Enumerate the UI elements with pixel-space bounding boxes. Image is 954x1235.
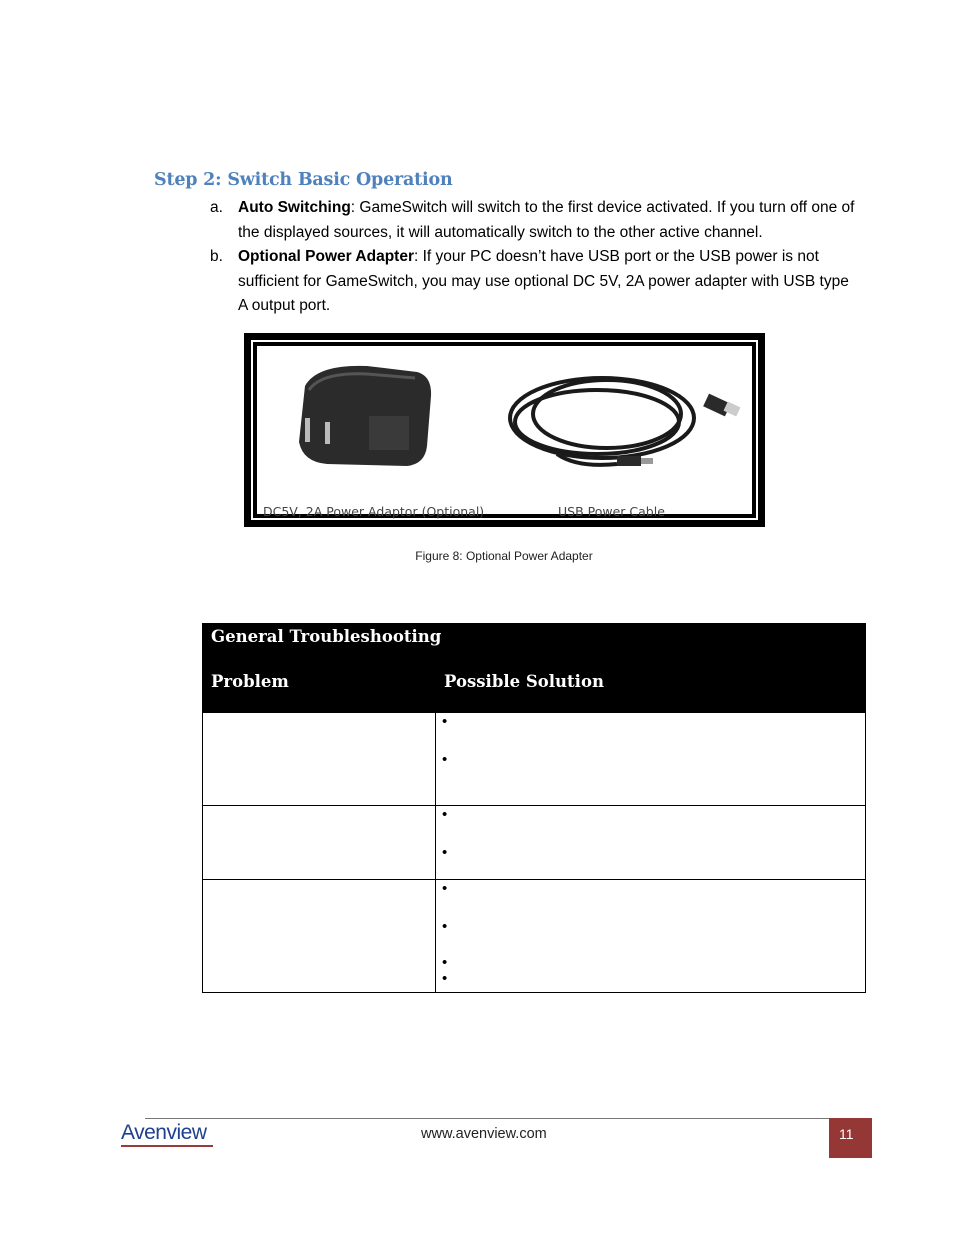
product-figure [244,333,765,527]
list-item [210,245,860,319]
figure-label-cable: USB Power Cable [558,504,665,519]
troubleshooting-table [202,623,866,993]
column-header-problem: Problem [211,672,289,691]
table-header [203,624,866,713]
power-adapter-image [299,366,431,466]
figure-photo [257,346,752,519]
logo-text: Avenview [121,1121,207,1144]
problem-cell [203,713,436,806]
list-term: Auto Switching [238,199,351,216]
bullet-item [442,880,865,918]
bullet-item [442,954,865,970]
table-row [203,806,866,880]
table-row [203,880,866,993]
list-item [210,196,860,245]
footer-divider [145,1118,829,1119]
list-text: : If your PC doesn’t have USB port or the USB power is not sufficient for GameSwitch, you may use optional DC 5V, 2A power adapter with USB type A output port. [238,248,849,314]
section-heading: Step 2: Switch Basic Operation [154,170,453,190]
product-illustration [257,346,752,514]
column-header-solution: Possible Solution [444,672,604,691]
problem-cell [203,880,436,993]
bullet-item [442,806,865,844]
solution-cell [436,880,866,993]
list-term: Optional Power Adapter [238,248,414,265]
bullet-item [442,970,865,986]
list-text: : GameSwitch will switch to the first device activated. If you turn off one of the displayed sources, it will automatically switch to the other active channel. [238,199,855,241]
solution-cell [436,713,866,806]
dc-plug-image [617,456,641,466]
bullet-item [442,918,865,954]
problem-cell [203,806,436,880]
figure-label-adapter: DC5V, 2A Power Adaptor (Optional) [263,504,485,519]
footer-url: www.avenview.com [421,1126,547,1142]
page-number-badge [829,1118,872,1158]
bullet-item [442,844,865,874]
figure-frame [251,340,758,520]
bullet-item [442,713,865,751]
avenview-logo [121,1121,207,1145]
logo-underline [121,1145,213,1147]
figure-caption: Figure 8: Optional Power Adapter [415,549,593,563]
list-marker: b. [210,248,223,265]
list-marker: a. [210,199,223,216]
bullet-item [442,751,865,789]
solution-cell [436,806,866,880]
table-title: General Troubleshooting [211,627,442,646]
page-number: 11 [839,1126,854,1142]
operation-list [210,196,860,319]
usb-cable-image [510,378,694,465]
table-row [203,713,866,806]
